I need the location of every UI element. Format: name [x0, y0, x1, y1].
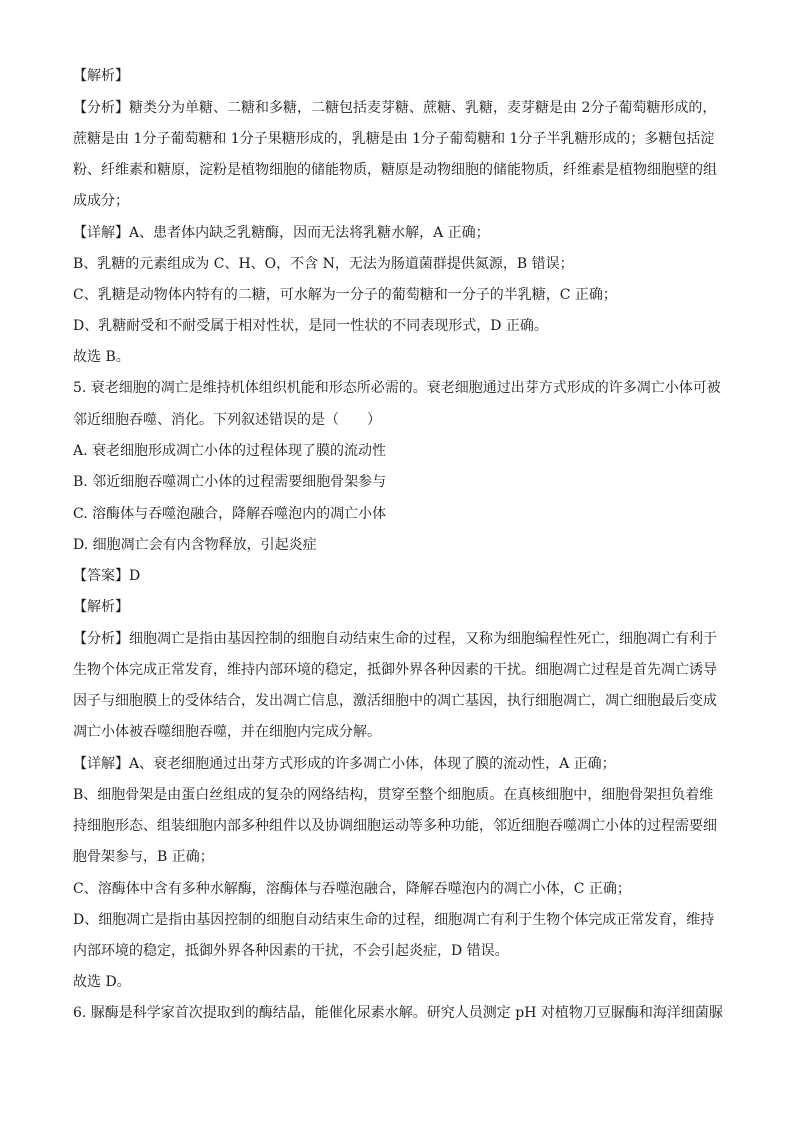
detail-paragraph-line: 【详解】A、衰老细胞通过出芽方式形成的许多凋亡小体，体现了膜的流动性，A 正确；: [73, 756, 616, 772]
question-5-option-c: C. 溶酶体与吞噬泡融合，降解吞噬泡内的凋亡小体: [73, 506, 387, 522]
question-5-option-d: D. 细胞凋亡会有内含物释放，引起炎症: [73, 537, 317, 553]
question-5-option-a: A. 衰老细胞形成凋亡小体的过程体现了膜的流动性: [73, 443, 387, 459]
conclusion-line: 故选 B。: [73, 349, 130, 365]
question-5-stem: 5. 衰老细胞的凋亡是维持机体组织机能和形态所必需的。衰老细胞通过出芽方式形成的许多凋亡小体可被: [73, 380, 721, 396]
analysis-paragraph-line: 生物个体完成正常发育，维持内部环境的稳定，抵御外界各种因素的干扰。细胞凋亡过程是首先凋亡诱导: [73, 662, 717, 678]
section-heading-analysis: 【解析】: [73, 599, 129, 615]
detail-paragraph-line: B、乳糖的元素组成为 C、H、O，不含 N，无法为肠道菌群提供氮源，B 错误；: [73, 256, 574, 272]
question-5-stem: 邻近细胞吞噬、消化。下列叙述错误的是（ ）: [73, 412, 381, 428]
question-5-option-b: B. 邻近细胞吞噬凋亡小体的过程需要细胞骨架参与: [73, 474, 387, 490]
analysis-paragraph-line: 成成分；: [73, 193, 129, 209]
analysis-paragraph-line: 因子与细胞膜上的受体结合，发出凋亡信息，激活细胞中的凋亡基因，执行细胞凋亡，凋亡细胞最后变成: [73, 693, 717, 709]
detail-paragraph-line: C、乳糖是动物体内特有的二糖，可水解为一分子的葡萄糖和一分子的半乳糖，C 正确；: [73, 287, 617, 303]
answer-line: 【答案】D: [73, 568, 141, 584]
detail-paragraph-line: B、细胞骨架是由蛋白丝组成的复杂的网络结构，贯穿至整个细胞质。在真核细胞中，细胞骨架担负着维: [73, 787, 714, 803]
detail-paragraph-line: D、乳糖耐受和不耐受属于相对性状，是同一性状的不同表现形式，D 正确。: [73, 318, 548, 334]
detail-paragraph-line: 内部环境的稳定，抵御外界各种因素的干扰，不会引起炎症，D 错误。: [73, 943, 509, 959]
detail-paragraph-line: C、溶酶体中含有多种水解酶，溶酶体与吞噬泡融合，降解吞噬泡内的凋亡小体，C 正确；: [73, 881, 631, 897]
detail-paragraph-line: 【详解】A、患者体内缺乏乳糖酶，因而无法将乳糖水解，A 正确；: [73, 225, 490, 241]
analysis-paragraph-line: 凋亡小体被吞噬细胞吞噬，并在细胞内完成分解。: [73, 724, 381, 740]
detail-paragraph-line: 持细胞形态、组装细胞内部多种组件以及协调细胞运动等多种功能，邻近细胞吞噬凋亡小体的过程需要细: [73, 818, 717, 834]
analysis-paragraph-line: 【分析】糖类分为单糖、二糖和多糖，二糖包括麦芽糖、蔗糖、乳糖，麦芽糖是由 2分子葡萄糖形成的，: [73, 100, 717, 116]
analysis-paragraph-line: 粉、纤维素和糖原，淀粉是植物细胞的储能物质，糖原是动物细胞的储能物质，纤维素是植物细胞壁的组: [73, 162, 717, 178]
section-heading-analysis: 【解析】: [73, 68, 129, 84]
detail-paragraph-line: D、细胞凋亡是指由基因控制的细胞自动结束生命的过程，细胞凋亡有利于生物个体完成正常发育，维持: [73, 912, 715, 928]
conclusion-line: 故选 D。: [73, 974, 131, 990]
analysis-paragraph-line: 蔗糖是由 1分子葡萄糖和 1分子果糖形成的，乳糖是由 1分子葡萄糖和 1分子半乳糖形成的；多糖包括淀: [73, 131, 715, 147]
analysis-paragraph-line: 【分析】细胞凋亡是指由基因控制的细胞自动结束生命的过程，又称为细胞编程性死亡，细胞凋亡有利于: [73, 631, 717, 647]
question-6-stem: 6. 脲酶是科学家首次提取到的酶结晶，能催化尿素水解。研究人员测定 pH 对植物刀豆脲酶和海洋细菌脲: [73, 1005, 723, 1021]
detail-paragraph-line: 胞骨架参与，B 正确；: [73, 849, 214, 865]
